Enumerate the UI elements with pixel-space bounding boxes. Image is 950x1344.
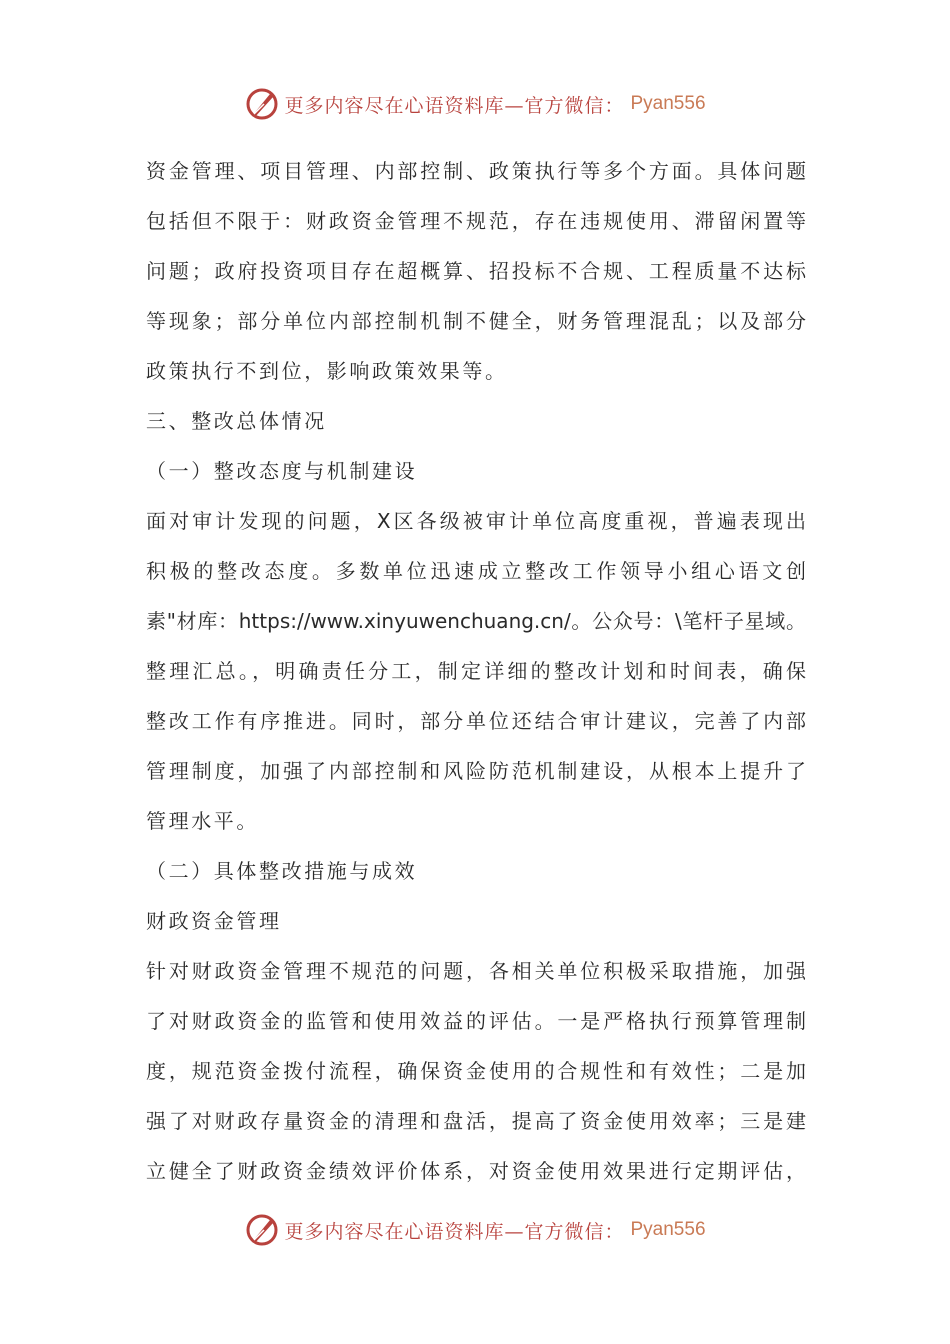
quill-logo-icon (244, 86, 280, 122)
text-line: 度，规范资金拨付流程，确保资金使用的合规性和有效性；二是加 (146, 1059, 806, 1083)
text-line: 管理制度，加强了内部控制和风险防范机制建设，从根本上提升了 (146, 759, 806, 783)
subsection-heading: （一）整改态度与机制建设 (146, 459, 418, 483)
text-line-with-url: 素"材库：https://www.xinyuwenchuang.cn/。公众号：\笔杆子星域。 (146, 609, 806, 633)
header-banner (0, 84, 950, 124)
banner-wechat-id: Pyan556 (630, 93, 706, 114)
banner-text: 更多内容尽在心语资料库—官方微信： (284, 94, 625, 117)
banner-text: 更多内容尽在心语资料库—官方微信： (284, 1220, 625, 1243)
text-line: 问题；政府投资项目存在超概算、招投标不合规、工程质量不达标 (146, 259, 806, 283)
text-line: 积极的整改态度。多数单位迅速成立整改工作领导小组心语文创 (146, 559, 806, 583)
section-heading: 三、整改总体情况 (146, 409, 327, 433)
text-line: 包括但不限于：财政资金管理不规范，存在违规使用、滞留闲置等 (146, 209, 806, 233)
text-line: 强了对财政存量资金的清理和盘活，提高了资金使用效率；三是建 (146, 1109, 806, 1133)
text-line: 针对财政资金管理不规范的问题，各相关单位积极采取措施，加强 (146, 959, 806, 983)
quill-logo-icon (244, 1212, 280, 1248)
text-line: 政策执行不到位，影响政策效果等。 (146, 359, 508, 383)
text-line: 资金管理、项目管理、内部控制、政策执行等多个方面。具体问题 (146, 159, 806, 183)
text-line: 面对审计发现的问题，X区各级被审计单位高度重视，普遍表现出 (146, 509, 806, 533)
banner-wechat-id: Pyan556 (630, 1219, 706, 1240)
text-line: 了对财政资金的监管和使用效益的评估。一是严格执行预算管理制 (146, 1009, 806, 1033)
body-text (146, 146, 806, 1196)
text-line: 管理水平。 (146, 809, 259, 833)
subsection-heading: （二）具体整改措施与成效 (146, 859, 418, 883)
text-line: 等现象；部分单位内部控制机制不健全，财务管理混乱；以及部分 (146, 309, 806, 333)
text-line: 立健全了财政资金绩效评价体系，对资金使用效果进行定期评估， (146, 1159, 806, 1183)
footer-banner (0, 1210, 950, 1250)
text-line: 整理汇总。，明确责任分工，制定详细的整改计划和时间表，确保 (146, 659, 806, 683)
text-line: 整改工作有序推进。同时，部分单位还结合审计建议，完善了内部 (146, 709, 806, 733)
item-heading: 财政资金管理 (146, 909, 282, 933)
